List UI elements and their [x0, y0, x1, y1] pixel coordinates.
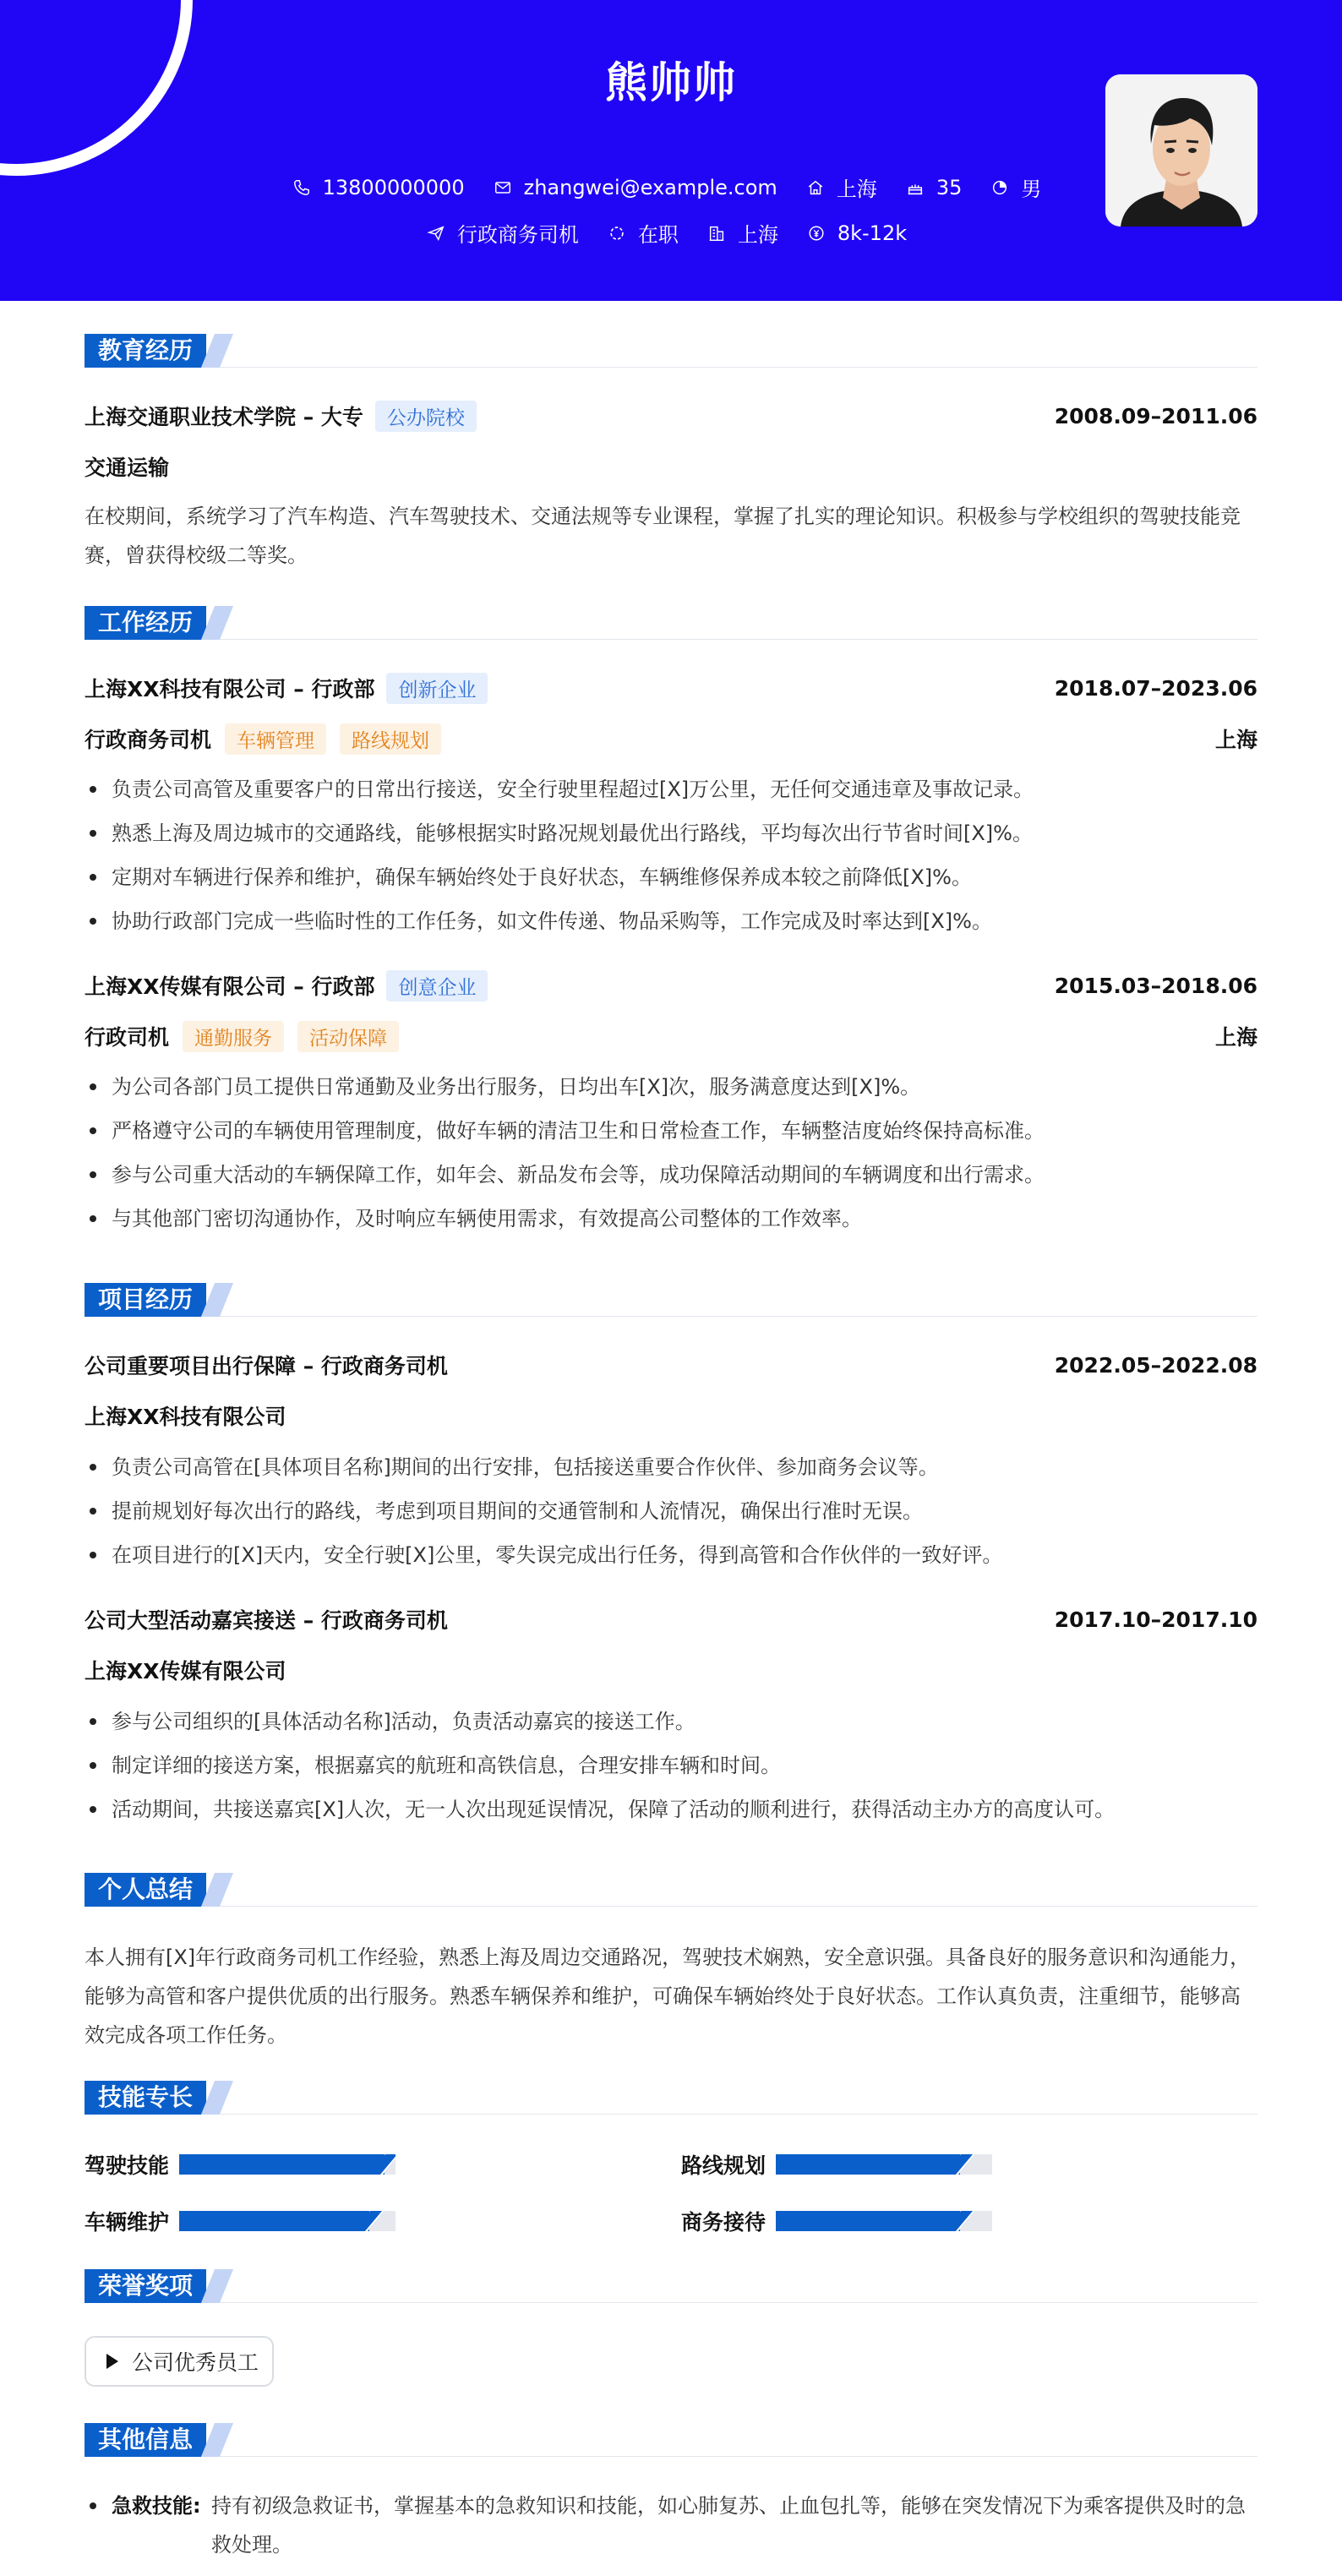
gender-text: 男: [1021, 177, 1042, 201]
school-name: 上海交通职业技术学院 – 大专: [85, 405, 363, 429]
school-line: [85, 401, 477, 432]
major-row: [85, 450, 1257, 483]
education-date: 2008.09–2011.06: [1054, 403, 1257, 428]
age-text: 35: [936, 175, 963, 199]
project-company-row: [85, 1399, 1257, 1433]
section-work-title: [85, 606, 1257, 640]
target-position-text: 行政商务司机: [456, 223, 579, 247]
bullet-dot: [90, 2502, 96, 2509]
cake-icon: [906, 178, 925, 197]
section-education-title: [85, 334, 1257, 368]
skill-bar-fill: [776, 2154, 960, 2175]
section-label: 教育经历: [85, 334, 206, 368]
project-title: 公司重要项目出行保障 – 行政商务司机: [85, 1354, 448, 1378]
salary-icon: [807, 224, 826, 243]
section-label: 个人总结: [85, 1873, 206, 1907]
project-header-row: [85, 1348, 1257, 1382]
list-item: 活动期间，共接送嘉宾[X]人次，无一人次出现延误情况，保障了活动的顺利进行，获得活动主办方的高度认可。: [85, 1787, 1257, 1831]
section-summary-title: [85, 1873, 1257, 1907]
list-item: 负责公司高管在[具体项目名称]期间的出行安排，包括接送重要合作伙伴、参加商务会议等。: [85, 1445, 1257, 1489]
skill-bar: [179, 2211, 396, 2231]
company-name: 上海XX科技有限公司 – 行政部: [85, 677, 375, 701]
project-date: 2017.10–2017.10: [1054, 1607, 1257, 1632]
summary-text: [85, 1938, 1257, 2055]
company-line: [85, 673, 488, 704]
job-duty-list: [85, 1065, 1257, 1241]
project-duty-list: [85, 1700, 1257, 1831]
salary-item: [807, 218, 907, 248]
list-item: 与其他部门密切沟通协作，及时响应车辆使用需求，有效提高公司整体的工作效率。: [85, 1197, 1257, 1241]
skill-tag: 活动保障: [297, 1021, 399, 1052]
other-info-key: 急救技能:: [112, 2494, 201, 2518]
job-date: 2018.07–2023.06: [1054, 675, 1257, 701]
section-divider: [85, 1316, 1257, 1317]
summary-line: 本人拥有[X]年行政商务司机工作经验，熟悉上海及周边交通路况，驾驶技术娴熟，安全意识强。具备良好的服务意识和沟通能力，: [85, 1946, 1251, 1969]
company-name: 上海XX传媒有限公司 – 行政部: [85, 974, 375, 999]
award-name: 公司优秀员工: [132, 2350, 259, 2375]
list-item: 参与公司重大活动的车辆保障工作，如年会、新品发布会等，成功保障活动期间的车辆调度和出行需求。: [85, 1153, 1257, 1197]
section-other-title: [85, 2423, 1257, 2457]
building-icon: [707, 224, 726, 243]
job-location: 上海: [1214, 728, 1257, 752]
job-header-row: [85, 969, 1257, 1002]
project-company-row: [85, 1653, 1257, 1687]
send-icon: [427, 224, 445, 243]
skill-bar: [179, 2154, 396, 2175]
status-item: [608, 218, 679, 248]
resume-header: [0, 0, 1342, 301]
profile-photo: [1105, 74, 1257, 226]
list-item: 制定详细的接送方案，根据嘉宾的航班和高铁信息，合理安排车辆和时间。: [85, 1744, 1257, 1787]
section-divider: [85, 2114, 1257, 2115]
section-divider: [85, 367, 1257, 368]
role-line: [85, 1021, 399, 1052]
city-text: 上海: [836, 177, 877, 201]
section-label: 工作经历: [85, 606, 206, 640]
job-location: 上海: [1214, 1025, 1257, 1050]
project-title: 公司大型活动嘉宾接送 – 行政商务司机: [85, 1608, 448, 1633]
section-label: 其他信息: [85, 2423, 206, 2457]
age-item: [906, 172, 963, 202]
other-info-line: 持有初级急救证书，掌握基本的急救知识和技能，如心肺复苏、止血包扎等，能够在突发情况下为乘客提供及时的急: [211, 2494, 1246, 2518]
skill-bar-fill: [776, 2211, 960, 2231]
award-badge: [85, 2336, 274, 2387]
project-date: 2022.05–2022.08: [1054, 1352, 1257, 1378]
section-label: 荣誉奖项: [85, 2269, 206, 2303]
education-header-row: [85, 399, 1257, 433]
list-item: 为公司各部门员工提供日常通勤及业务出行服务，日均出车[X]次，服务满意度达到[X]%。: [85, 1065, 1257, 1109]
skill-tag: 路线规划: [340, 723, 441, 755]
list-item: 在项目进行的[X]天内，安全行驶[X]公里，零失误完成出行任务，得到高管和合作伙伴的一致好评。: [85, 1533, 1257, 1577]
status-icon: [608, 224, 626, 243]
skill-name: 驾驶技能: [85, 2153, 170, 2178]
project-header-row: [85, 1602, 1257, 1636]
email-item: [494, 172, 777, 202]
salary-text: 8k-12k: [837, 221, 908, 245]
city-item: [806, 172, 877, 202]
list-item: 提前规划好每次出行的路线，考虑到项目期间的交通管制和人流情况，确保出行准时无误。: [85, 1489, 1257, 1533]
candidate-name: 熊帅帅: [605, 58, 737, 107]
education-desc-line: 在校期间，系统学习了汽车构造、汽车驾驶技术、交通法规等专业课程，掌握了扎实的理论知识。积极参与学校组织的驾驶技能竞: [85, 505, 1241, 528]
list-item: 严格遵守公司的车辆使用管理制度，做好车辆的清洁卫生和日常检查工作，车辆整洁度始终保持高标准。: [85, 1109, 1257, 1153]
job-role-row: [85, 722, 1257, 756]
phone-item: [292, 172, 465, 202]
summary-line: 效完成各项工作任务。: [85, 2023, 287, 2047]
gender-icon: [990, 178, 1009, 197]
company-tag: 创新企业: [386, 673, 488, 704]
section-divider: [85, 2456, 1257, 2457]
section-divider: [85, 1906, 1257, 1907]
other-info-line: 救处理。: [211, 2533, 292, 2557]
skill-name: 路线规划: [681, 2153, 766, 2178]
list-item: 协助行政部门完成一些临时性的工作任务，如文件传递、物品采购等，工作完成及时率达到[X]%。: [85, 899, 1257, 943]
list-item: 负责公司高管及重要客户的日常出行接送，安全行驶里程超过[X]万公里，无任何交通违章及事故记录。: [85, 767, 1257, 811]
project-company: 上海XX传媒有限公司: [85, 1659, 286, 1684]
skill-item: [85, 2204, 396, 2238]
skill-bar: [776, 2154, 992, 2175]
job-header-row: [85, 671, 1257, 705]
job-role: 行政商务司机: [85, 728, 212, 752]
list-item: 定期对车辆进行保养和维护，确保车辆始终处于良好状态，车辆维修保养成本较之前降低[X]%。: [85, 855, 1257, 899]
skill-tag: 通勤服务: [183, 1021, 284, 1052]
skill-name: 商务接待: [681, 2210, 766, 2235]
gender-item: [990, 172, 1041, 202]
job-role: 行政司机: [85, 1025, 170, 1050]
job-role-row: [85, 1019, 1257, 1053]
skill-bar-fill: [179, 2211, 369, 2231]
section-divider: [85, 2302, 1257, 2303]
skill-tag: 车辆管理: [225, 723, 326, 755]
skill-bar-fill: [179, 2154, 385, 2175]
skill-item: [681, 2148, 992, 2181]
skill-item: [681, 2204, 992, 2238]
company-line: [85, 970, 488, 1001]
email-text: zhangwei@example.com: [523, 175, 777, 199]
list-item: 熟悉上海及周边城市的交通路线，能够根据实时路况规划最优出行路线，平均每次出行节省时间[X]%。: [85, 811, 1257, 855]
target-position-item: [427, 218, 579, 248]
section-label: 技能专长: [85, 2081, 206, 2115]
role-line: [85, 723, 441, 755]
skill-bar: [776, 2211, 992, 2231]
target-city-item: [707, 218, 778, 248]
home-icon: [806, 178, 825, 197]
other-info-item: [85, 2486, 1257, 2564]
list-item: 参与公司组织的[具体活动名称]活动，负责活动嘉宾的接送工作。: [85, 1700, 1257, 1744]
section-project-title: [85, 1283, 1257, 1317]
phone-icon: [292, 178, 311, 197]
status-text: 在职: [637, 223, 679, 247]
major: 交通运输: [85, 456, 170, 480]
project-company: 上海XX科技有限公司: [85, 1405, 286, 1429]
phone-text: 13800000000: [322, 175, 465, 199]
education-desc-line: 赛，曾获得校级二等奖。: [85, 543, 308, 567]
summary-line: 能够为高管和客户提供优质的出行服务。熟悉车辆保养和维护，可确保车辆始终处于良好状态。工作认真负责，注重细节，能够高: [85, 1984, 1241, 2008]
section-honors-title: [85, 2269, 1257, 2303]
job-duty-list: [85, 767, 1257, 943]
project-duty-list: [85, 1445, 1257, 1577]
section-label: 项目经历: [85, 1283, 206, 1317]
school-type-tag: 公办院校: [375, 401, 477, 432]
education-description: [85, 497, 1257, 575]
skill-name: 车辆维护: [85, 2210, 170, 2235]
play-triangle-icon: [106, 2354, 118, 2369]
job-date: 2015.03–2018.06: [1054, 973, 1257, 998]
target-city-text: 上海: [737, 223, 778, 247]
section-divider: [85, 639, 1257, 640]
section-skills-title: [85, 2081, 1257, 2115]
mail-icon: [494, 178, 512, 197]
skill-item: [85, 2148, 396, 2181]
company-tag: 创意企业: [386, 970, 488, 1001]
